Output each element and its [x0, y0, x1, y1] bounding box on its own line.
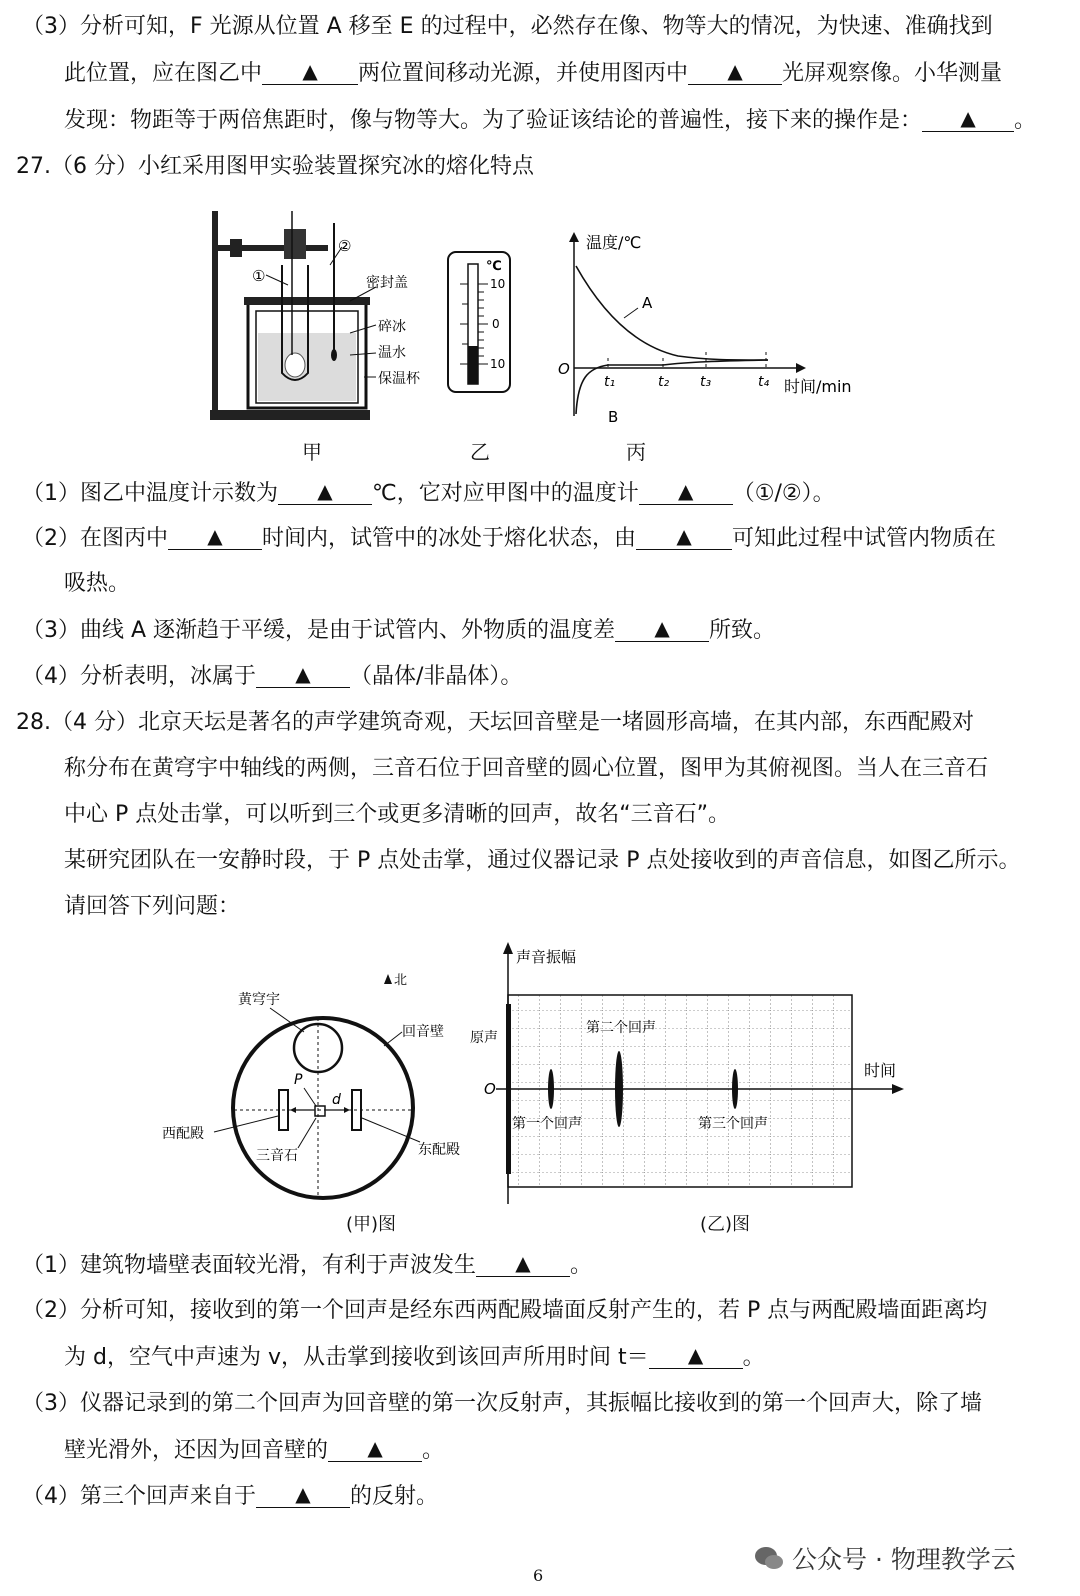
label-thermometer-2: ②: [338, 237, 352, 255]
q27-s3: （3）曲线 A 逐渐趋于平缓，是由于试管内、外物质的温度差 ▲ 所致。: [22, 616, 776, 643]
q27-graph-figure: [548, 228, 878, 428]
label-sanyinshi: 三音石: [256, 1148, 298, 1164]
answer-blank[interactable]: ▲: [256, 661, 350, 688]
answer-blank[interactable]: ▲: [649, 1342, 743, 1369]
amp-ylabel: 声音振幅: [516, 948, 577, 966]
answer-blank[interactable]: ▲: [636, 523, 732, 550]
label-thermos: 保温杯: [378, 371, 420, 387]
q27-s4: （4）分析表明，冰属于 ▲ （晶体/非晶体）。: [22, 662, 523, 689]
q27-thermometer-figure: [440, 248, 520, 398]
echo1-mark: [548, 1069, 554, 1109]
q27-apparatus-figure: [200, 205, 430, 435]
caption-fig-jia: (甲)图: [346, 1214, 397, 1235]
q28-s2: （2）分析可知，接收到的第一个回声是经东西两配殿墙面反射产生的，若 P 点与两配殿墙面距离均: [22, 1298, 988, 1323]
label-original-sound: 原声: [470, 1030, 498, 1046]
q28-line2: 称分布在黄穹宇中轴线的两侧，三音石位于回音壁的圆心位置，图甲为其俯视图。当人在三音石: [64, 756, 989, 781]
q28-s1: （1）建筑物墙壁表面较光滑，有利于声波发生 ▲ 。: [22, 1251, 593, 1278]
amp-xlabel: 时间: [864, 1061, 897, 1080]
q26-3-line2: 此位置，应在图乙中 ▲ 两位置间移动光源，并使用图丙中 ▲ 光屏观察像。小华测量: [64, 59, 1003, 86]
label-west-hall: 西配殿: [162, 1126, 204, 1142]
label-huiyinbi: 回音壁: [402, 1024, 444, 1040]
label-huangqiongyu: 黄穹宇: [238, 992, 280, 1008]
tick-t1: t₁: [604, 374, 616, 390]
page-number: 6: [533, 1566, 544, 1585]
tick-0: 0: [492, 317, 500, 331]
label-lid: 密封盖: [366, 275, 408, 291]
label-east-hall: 东配殿: [418, 1142, 460, 1158]
q26-3-line1: （3）分析可知，F 光源从位置 A 移至 E 的过程中，必然存在像、物等大的情况，为快速、准确找到: [22, 14, 993, 39]
q28-s4: （4）第三个回声来自于 ▲ 的反射。: [22, 1482, 439, 1509]
sanyinshi-square: [315, 1106, 325, 1116]
q27-s2-cont: 吸热。: [64, 571, 131, 596]
q28-s3: （3）仪器记录到的第二个回声为回音壁的第一次反射声，其振幅比接收到的第一个回声大，除了墙: [22, 1391, 983, 1416]
answer-blank[interactable]: ▲: [262, 58, 358, 85]
q28-line5: 请回答下列问题：: [64, 894, 241, 919]
q28-s3-cont: 壁光滑外，还因为回音壁的 ▲ 。: [64, 1436, 445, 1463]
original-sound-mark: [506, 1004, 511, 1174]
label-thermometer-1: ①: [252, 267, 266, 285]
caption-fig-yi: (乙)图: [700, 1214, 751, 1235]
north-arrow-icon: [384, 974, 392, 984]
stand-pole: [212, 211, 218, 411]
q28-topview-figure: [158, 960, 498, 1210]
caption-bing: 丙: [626, 440, 646, 464]
label-echo3: 第三个回声: [698, 1116, 768, 1132]
curve-A-label: A: [642, 294, 653, 312]
label-ice: 碎冰: [378, 319, 406, 335]
answer-blank[interactable]: ▲: [922, 105, 1014, 132]
watermark: [754, 1540, 1016, 1576]
graph-ylabel: 温度/℃: [586, 233, 642, 252]
curve-B-label: B: [608, 408, 619, 426]
label-warm-water: 温水: [378, 345, 406, 361]
curve-A: [576, 266, 768, 360]
tick-t2: t₂: [658, 374, 670, 390]
q28-line1: 28.（4 分）北京天坛是著名的声学建筑奇观，天坛回音壁是一堵圆形高墙，在其内部，东西配殿对: [16, 710, 974, 735]
q28-amplitude-figure: [470, 938, 916, 1210]
answer-blank[interactable]: ▲: [278, 478, 372, 505]
answer-blank[interactable]: ▲: [688, 58, 782, 85]
q28-s2-cont: 为 d，空气中声速为 v，从击掌到接收到该回声所用时间 t＝ ▲ 。: [64, 1343, 765, 1370]
watermark-text: 公众号 · 物理教学云: [792, 1545, 1016, 1574]
tick-10: 10: [490, 277, 506, 291]
caption-jia: 甲: [302, 440, 322, 464]
wechat-icon: [754, 1545, 784, 1571]
label-echo1: 第一个回声: [512, 1116, 582, 1132]
label-P: P: [294, 1072, 303, 1088]
answer-blank[interactable]: ▲: [168, 523, 262, 550]
mercury-column: [468, 346, 478, 384]
graph-origin: O: [558, 360, 570, 378]
q27-s1: （1）图乙中温度计示数为 ▲ ℃，它对应甲图中的温度计 ▲ （①/②）。: [22, 479, 835, 506]
label-d: d: [332, 1092, 341, 1108]
label-echo2: 第二个回声: [586, 1020, 656, 1036]
tick-t3: t₃: [700, 374, 712, 390]
tick-neg10: 10: [490, 357, 506, 371]
echo3-mark: [732, 1069, 738, 1109]
q27-s2: （2）在图丙中 ▲ 时间内，试管中的冰处于熔化状态，由 ▲ 可知此过程中试管内物质在: [22, 524, 997, 551]
chart-grid: [508, 995, 852, 1187]
answer-blank[interactable]: ▲: [328, 1435, 422, 1462]
graph-xlabel: 时间/min: [784, 377, 852, 396]
amp-origin: O: [484, 1080, 496, 1098]
caption-yi: 乙: [470, 440, 490, 464]
q27-title: 27.（6 分）小红采用图甲实验装置探究冰的熔化特点: [16, 154, 534, 179]
answer-blank[interactable]: ▲: [476, 1250, 570, 1277]
answer-blank[interactable]: ▲: [256, 1481, 350, 1508]
answer-blank[interactable]: ▲: [615, 615, 709, 642]
echo2-mark: [615, 1051, 623, 1127]
tick-t4: t₄: [758, 374, 770, 390]
thermometer-unit: ℃: [486, 259, 502, 274]
answer-blank[interactable]: ▲: [639, 478, 733, 505]
q28-line3: 中心 P 点处击掌，可以听到三个或更多清晰的回声，故名“三音石”。: [64, 802, 731, 827]
stand-base: [210, 410, 370, 420]
label-north: 北: [394, 973, 408, 988]
q28-line4: 某研究团队在一安静时段，于 P 点处击掌，通过仪器记录 P 点处接收到的声音信息，如图乙所示。: [64, 848, 1021, 873]
q26-3-line3: 发现：物距等于两倍焦距时，像与物等大。为了验证该结论的普遍性，接下来的操作是： ▲ 。: [64, 106, 1037, 133]
